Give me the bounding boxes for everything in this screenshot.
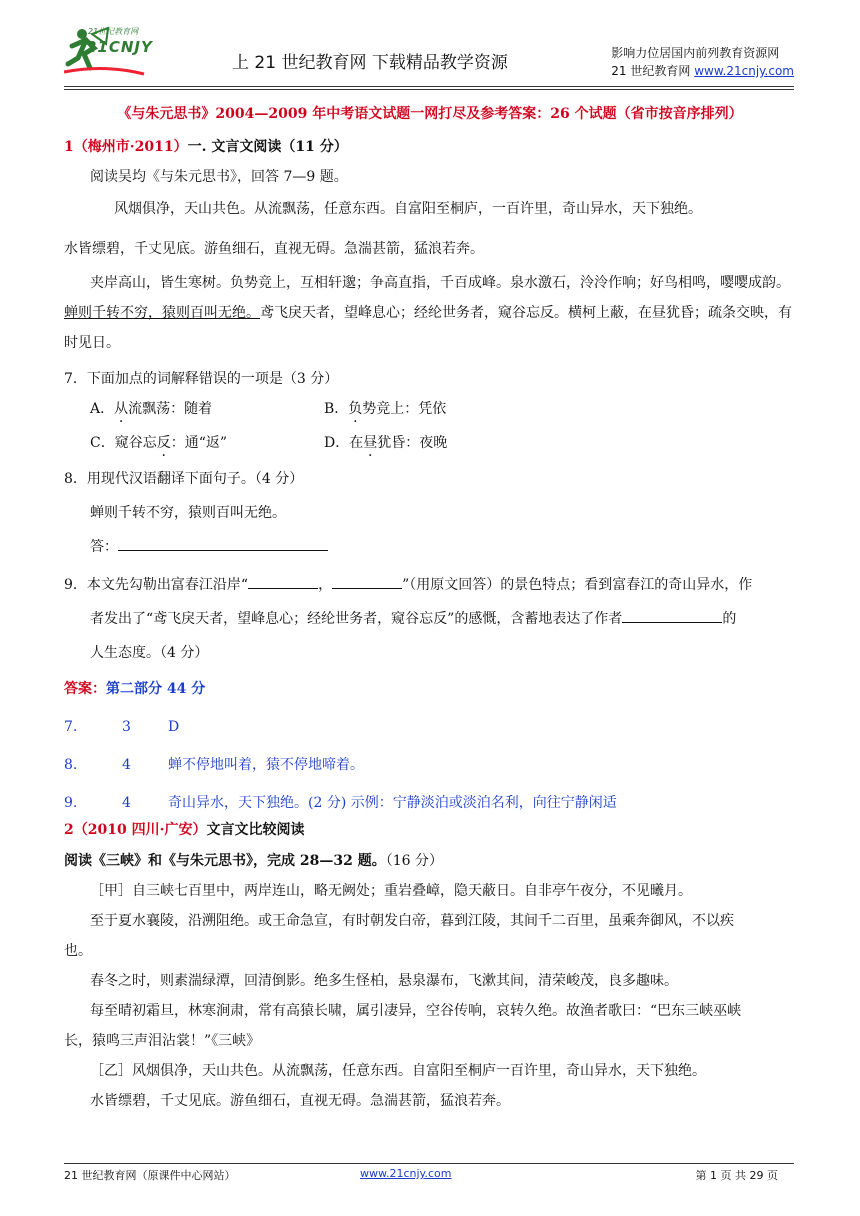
- answer-num: 7.: [64, 719, 78, 735]
- answer-score: 3: [122, 719, 131, 735]
- option-d-text: 犹昏：夜晚: [377, 435, 448, 451]
- q2-label: 2（2010 四川·广安）: [64, 822, 207, 838]
- option-d: [324, 428, 558, 458]
- header-site-prefix: 21 世纪教育网: [611, 64, 695, 78]
- page-header: [0, 0, 860, 92]
- q1-section: 一. 文言文阅读（11 分）: [187, 139, 348, 155]
- header-divider: [64, 86, 794, 90]
- answer-text: 奇山异水，天下独绝。(2 分) 示例：宁静淡泊或淡泊名利，向往宁静闲适: [168, 795, 617, 811]
- document-body: [64, 100, 796, 1116]
- q1-paragraph-1: 风烟俱净，天山共色。从流飘荡，任意东西。自富阳至桐庐，一百许里，奇山异水，天下独绝。: [114, 201, 702, 217]
- option-c-prefix: C．窥谷忘: [90, 435, 157, 451]
- q2-intro-score: （16 分）: [385, 853, 443, 869]
- logo-brand-text: 21CNJY: [86, 38, 153, 56]
- option-a-prefix: A．: [90, 401, 115, 417]
- q9-line-1: [64, 570, 796, 600]
- answer-heading: [64, 674, 796, 704]
- answer-part: 第二部分 44 分: [106, 681, 206, 697]
- q2-paragraph-6: 水皆缥碧，千丈见底。游鱼细石，直视无碍。急湍甚箭，猛浪若奔。: [90, 1093, 510, 1109]
- option-a-text: 流飘荡：随着: [128, 401, 213, 417]
- q7-question: 7．下面加点的词解释错误的一项是（3 分）: [64, 371, 339, 387]
- option-a-dotted: 从: [114, 401, 129, 417]
- option-b-dotted: 负: [348, 401, 363, 417]
- answer-row: [64, 788, 796, 818]
- answer-num: 8.: [64, 757, 78, 773]
- q2-paragraph-2b: 也。: [64, 943, 92, 959]
- option-b-text: 势竞上：凭依: [362, 401, 447, 417]
- answer-num: 9.: [64, 795, 78, 811]
- option-c-dotted: 反: [156, 435, 171, 451]
- q2-paragraph-1: ［甲］自三峡七百里中，两岸连山，略无阙处；重岩叠嶂，隐天蔽日。自非亭午夜分，不见曦月。: [90, 883, 692, 899]
- q1-paragraph-2: 水皆缥碧，千丈见底。游鱼细石，直视无碍。急湍甚箭，猛浪若奔。: [64, 241, 484, 257]
- answer-score: 4: [122, 757, 131, 773]
- q1-heading: [64, 132, 796, 162]
- q2-paragraph-3: 春冬之时，则素湍绿潭，回清倒影。绝多生怪柏，悬泉瀑布，飞漱其间，清荣峻茂，良多趣味。: [90, 973, 678, 989]
- footer-site-name: 21 世纪教育网（原课件中心网站）: [64, 1169, 236, 1182]
- header-site-line: [611, 62, 794, 80]
- q9-line-3: 人生态度。（4 分）: [90, 645, 209, 661]
- q9-blank-2: [332, 574, 402, 589]
- q9-text-c: ”（用原文回答）的景色特点；看到富春江的奇山异水，作: [402, 577, 753, 593]
- q2-paragraph-4a: 每至晴初霜旦，林寒涧肃，常有高猿长啸，属引凄异，空谷传响，哀转久绝。故渔者歌曰：“巴东三峡巫峡: [90, 1003, 742, 1019]
- document-title: 《与朱元思书》2004—2009 年中考语文试题一网打尽及参考答案：26 个试题（省市按音序排列）: [117, 106, 743, 122]
- q1-label: 1（梅州市·2011）: [64, 139, 188, 155]
- q2-section: 文言文比较阅读: [206, 822, 305, 838]
- answer-score: 4: [122, 795, 131, 811]
- q2-paragraph-5: ［乙］风烟俱净，天山共色。从流飘荡，任意东西。自富阳至桐庐一百许里，奇山异水，天下独绝。: [90, 1063, 706, 1079]
- answer-row: [64, 750, 796, 780]
- q9-blank-3: [622, 608, 722, 623]
- q2-paragraph-2a: 至于夏水襄陵，沿溯阻绝。或王命急宣，有时朝发白帝，暮到江陵，其间千二百里，虽乘奔御风，不以疾: [90, 913, 734, 929]
- option-d-dotted: 昼: [363, 435, 378, 451]
- q8-answer-line: [64, 532, 796, 562]
- q7-options-row-2: [64, 428, 796, 458]
- q8-answer-label: 答：: [90, 539, 118, 555]
- footer-divider: [64, 1163, 794, 1164]
- option-c-text: ：通“返”: [170, 435, 228, 451]
- header-slogan: 上 21 世纪教育网 下载精品教学资源: [232, 53, 508, 73]
- option-a: [90, 394, 324, 424]
- q1-p3-part-b: 鸢飞戾天者，望峰息心；经纶世务者，窥谷忘反。横柯上蔽，在昼犹昏；疏条交映，有时见日。: [64, 305, 792, 351]
- q9-text-a: 9．本文先勾勒出富春江沿岸“: [64, 577, 249, 593]
- q2-paragraph-4b: 长，猿鸣三声泪沾裳！”《三峡》: [64, 1033, 261, 1049]
- header-right-info: [611, 44, 794, 80]
- q8-question: 8．用现代汉语翻译下面句子。（4 分）: [64, 471, 304, 487]
- answer-row: [64, 712, 796, 742]
- footer-site-link[interactable]: www.21cnjy.com: [360, 1167, 452, 1180]
- q1-p3-underlined: 蝉则千转不穷，猿则百叫无绝。: [64, 305, 260, 321]
- option-b-prefix: B．: [324, 401, 349, 417]
- q8-answer-blank: [118, 536, 328, 551]
- option-b: [324, 394, 558, 424]
- q9-text-d: 者发出了“鸢飞戾天者，望峰息心；经纶世务者，窥谷忘反”的感慨，含蓄地表达了作者: [90, 611, 623, 627]
- footer-page-number: 第 1 页 共 29 页: [695, 1169, 778, 1182]
- q2-heading: [64, 818, 796, 842]
- answer-text: 蝉不停地叫着，猿不停地啼着。: [168, 757, 364, 773]
- answer-label: 答案：: [64, 681, 106, 697]
- q1-p3-part-a: 夹岸高山，皆生寒树。负势竞上，互相轩邈；争高直指，千百成峰。泉水激石，泠泠作响；好鸟相鸣，嘤嘤成韵。: [90, 275, 790, 291]
- answer-text: D: [168, 719, 180, 735]
- q9-line-2: [64, 604, 796, 634]
- q1-paragraph-3: [64, 268, 796, 358]
- q2-intro: [64, 846, 796, 876]
- q7-options-row-1: [64, 394, 796, 424]
- q9-blank-1: [248, 574, 318, 589]
- q9-text-e: 的: [722, 611, 737, 627]
- header-tagline: 影响力位居国内前列教育资源网: [611, 46, 780, 60]
- q9-text-b: ，: [318, 577, 333, 593]
- option-d-prefix: D．在: [324, 435, 364, 451]
- q2-intro-bold: 阅读《三峡》和《与朱元思书》，完成 28—32 题。: [64, 853, 386, 869]
- option-c: [90, 428, 324, 458]
- q1-intro: 阅读吴均《与朱元思书》，回答 7—9 题。: [90, 169, 348, 185]
- q8-sentence: 蝉则千转不穷，猿则百叫无绝。: [90, 505, 286, 521]
- logo-small-text: 21世纪教育网: [88, 27, 139, 36]
- header-site-link[interactable]: www.21cnjy.com: [694, 64, 794, 78]
